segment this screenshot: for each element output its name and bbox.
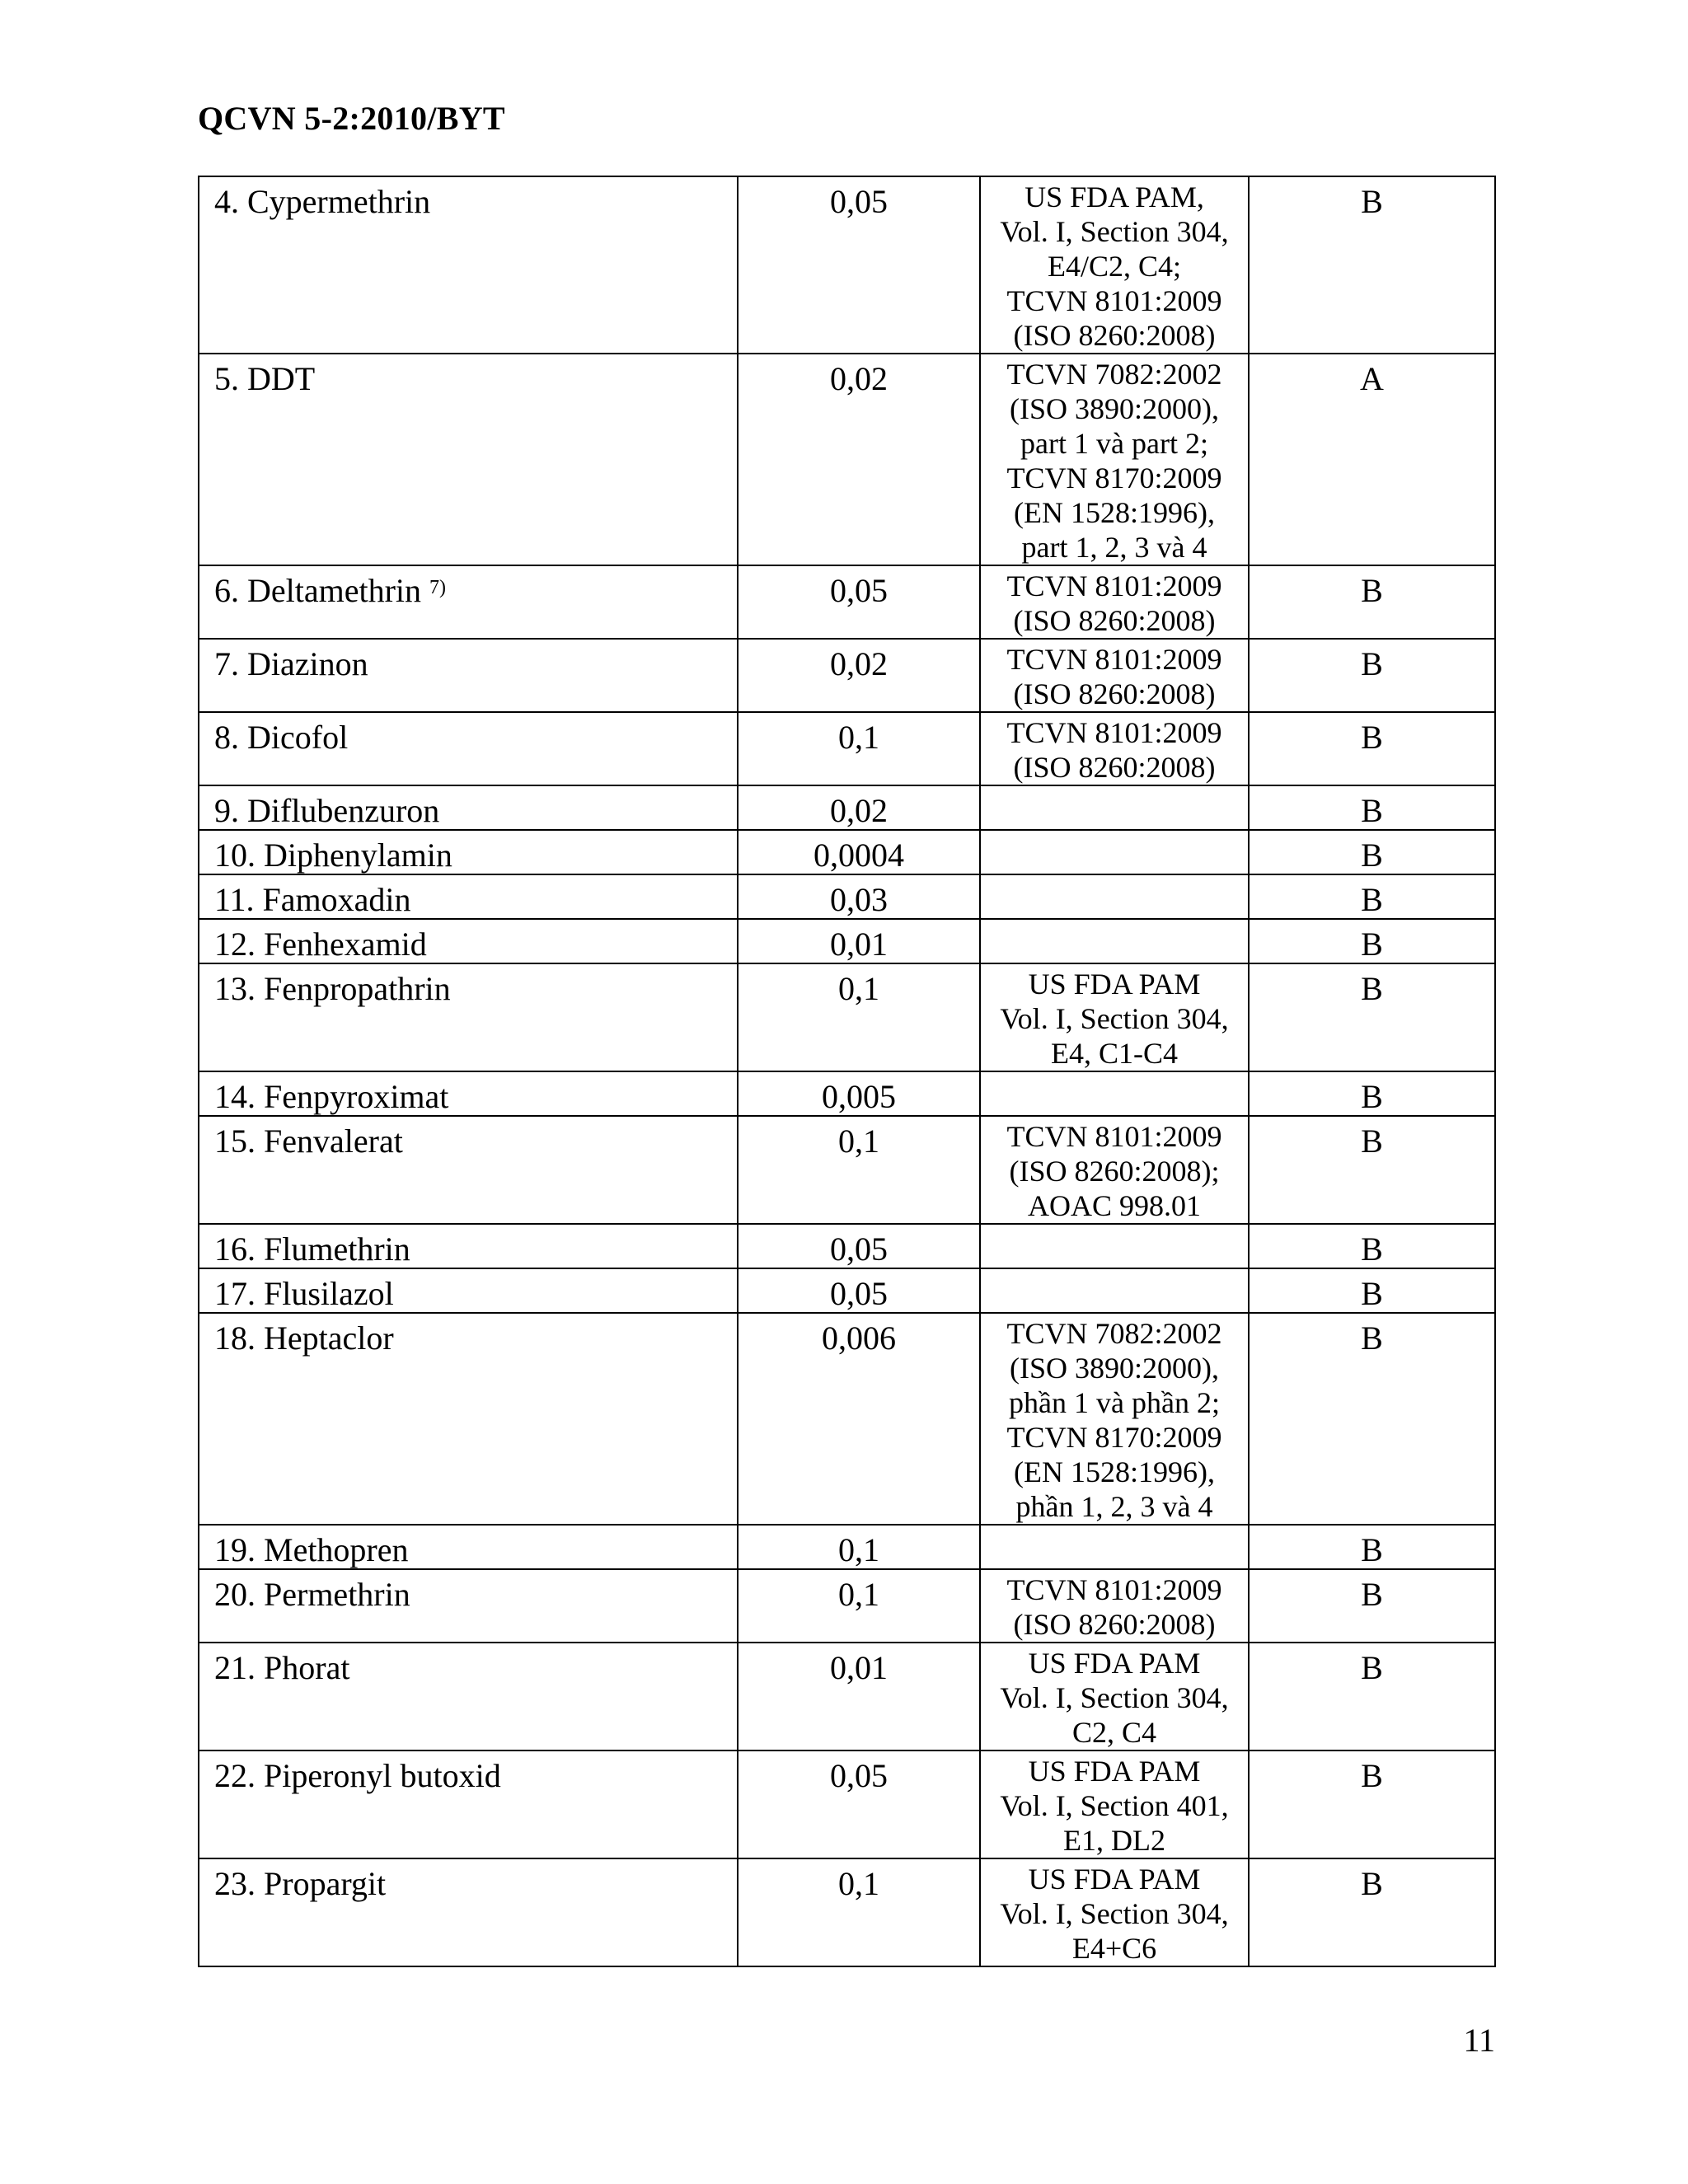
classification-cell: B xyxy=(1249,712,1495,785)
substance-name-cell xyxy=(199,354,738,565)
substance-name: 5. DDT xyxy=(214,360,316,397)
substance-name-cell xyxy=(199,1071,738,1116)
classification-cell: B xyxy=(1249,1525,1495,1569)
max-limit-cell: 0,1 xyxy=(738,1525,980,1569)
table-row xyxy=(199,1569,1495,1643)
classification-cell: B xyxy=(1249,1750,1495,1858)
substance-name: 22. Piperonyl butoxid xyxy=(214,1757,501,1794)
test-method-line: AOAC 998.01 xyxy=(1027,1189,1201,1222)
classification-cell: B xyxy=(1249,963,1495,1071)
test-method-line: (ISO 3890:2000), xyxy=(1010,1352,1219,1385)
document-header: QCVN 5-2:2010/BYT xyxy=(198,100,505,137)
test-method-cell xyxy=(980,1268,1249,1313)
classification-cell: B xyxy=(1249,1313,1495,1525)
substance-name: 11. Famoxadin xyxy=(214,881,411,918)
test-method-line: C2, C4 xyxy=(1071,1716,1157,1749)
table-row xyxy=(199,874,1495,919)
substance-name-cell xyxy=(199,919,738,963)
classification-cell: B xyxy=(1249,919,1495,963)
test-method-cell xyxy=(980,1224,1249,1268)
max-limit-cell: 0,1 xyxy=(738,963,980,1071)
table-row xyxy=(199,1750,1495,1858)
table-row xyxy=(199,1313,1495,1525)
test-method-line: US FDA PAM xyxy=(1028,1755,1201,1788)
classification-cell: B xyxy=(1249,1268,1495,1313)
classification-cell: B xyxy=(1249,1071,1495,1116)
table-row xyxy=(199,919,1495,963)
test-method-cell xyxy=(980,963,1249,1071)
table-body xyxy=(199,176,1495,1966)
test-method-line: US FDA PAM xyxy=(1028,1863,1201,1896)
classification-cell: B xyxy=(1249,874,1495,919)
test-method-line: (ISO 8260:2008) xyxy=(1013,751,1216,784)
substance-name: 14. Fenpyroximat xyxy=(214,1078,449,1115)
test-method-line: (ISO 8260:2008); xyxy=(1009,1155,1220,1188)
classification-cell: B xyxy=(1249,1643,1495,1750)
test-method-line: TCVN 8101:2009 xyxy=(1006,1120,1222,1153)
test-method-line: phần 1, 2, 3 và 4 xyxy=(1015,1490,1213,1523)
test-method-line: US FDA PAM xyxy=(1028,1647,1201,1680)
test-method-cell xyxy=(980,1071,1249,1116)
substance-name-cell xyxy=(199,1858,738,1966)
substance-name: 13. Fenpropathrin xyxy=(214,970,451,1007)
substance-name: 16. Flumethrin xyxy=(214,1230,410,1268)
substance-name: 10. Diphenylamin xyxy=(214,837,452,874)
table-row xyxy=(199,712,1495,785)
substance-name: 18. Heptaclor xyxy=(214,1319,394,1357)
test-method-line: (ISO 8260:2008) xyxy=(1013,604,1216,637)
substance-name-cell xyxy=(199,1313,738,1525)
pesticide-limits-table xyxy=(198,176,1496,1967)
substance-name-cell xyxy=(199,874,738,919)
table-row xyxy=(199,1643,1495,1750)
classification-cell: B xyxy=(1249,1858,1495,1966)
test-method-cell xyxy=(980,565,1249,639)
classification-cell: B xyxy=(1249,565,1495,639)
substance-name-cell xyxy=(199,1569,738,1643)
substance-name-cell xyxy=(199,712,738,785)
test-method-line: Vol. I, Section 304, xyxy=(1000,215,1229,248)
test-method-line: TCVN 8101:2009 xyxy=(1006,569,1222,602)
test-method-cell xyxy=(980,712,1249,785)
test-method-cell xyxy=(980,1750,1249,1858)
test-method-line: (ISO 8260:2008) xyxy=(1013,1608,1216,1641)
max-limit-cell: 0,05 xyxy=(738,1750,980,1858)
max-limit-cell: 0,02 xyxy=(738,785,980,830)
substance-name: 21. Phorat xyxy=(214,1649,350,1686)
test-method-line: part 1 và part 2; xyxy=(1020,427,1208,460)
test-method-line: US FDA PAM xyxy=(1028,968,1201,1001)
test-method-cell xyxy=(980,1525,1249,1569)
max-limit-cell: 0,1 xyxy=(738,1569,980,1643)
substance-name: 9. Diflubenzuron xyxy=(214,792,440,829)
test-method-line: Vol. I, Section 304, xyxy=(1000,1897,1229,1930)
test-method-line: Vol. I, Section 304, xyxy=(1000,1681,1229,1714)
classification-cell: B xyxy=(1249,830,1495,874)
substance-name-cell xyxy=(199,1116,738,1224)
classification-cell: B xyxy=(1249,785,1495,830)
test-method-line: (ISO 8260:2008) xyxy=(1013,319,1216,352)
max-limit-cell: 0,05 xyxy=(738,176,980,354)
substance-name-cell xyxy=(199,1643,738,1750)
substance-name-cell xyxy=(199,830,738,874)
classification-cell: B xyxy=(1249,639,1495,712)
test-method-cell xyxy=(980,176,1249,354)
test-method-line: TCVN 7082:2002 xyxy=(1006,1317,1222,1350)
page-number: 11 xyxy=(1463,2022,1495,2059)
test-method-line: (EN 1528:1996), xyxy=(1014,1455,1215,1488)
test-method-line: (ISO 3890:2000), xyxy=(1010,392,1219,425)
max-limit-cell: 0,1 xyxy=(738,1858,980,1966)
max-limit-cell: 0,01 xyxy=(738,1643,980,1750)
max-limit-cell: 0,01 xyxy=(738,919,980,963)
table-row xyxy=(199,963,1495,1071)
classification-cell: B xyxy=(1249,1116,1495,1224)
test-method-line: US FDA PAM, xyxy=(1025,180,1204,213)
substance-name-cell xyxy=(199,565,738,639)
test-method-line: TCVN 8101:2009 xyxy=(1006,1573,1222,1606)
test-method-line: TCVN 7082:2002 xyxy=(1006,358,1222,391)
max-limit-cell: 0,05 xyxy=(738,1224,980,1268)
max-limit-cell: 0,1 xyxy=(738,1116,980,1224)
test-method-cell xyxy=(980,919,1249,963)
max-limit-cell: 0,005 xyxy=(738,1071,980,1116)
substance-name: 19. Methopren xyxy=(214,1531,409,1568)
test-method-cell xyxy=(980,785,1249,830)
substance-name-cell xyxy=(199,1268,738,1313)
test-method-line: TCVN 8101:2009 xyxy=(1006,716,1222,749)
substance-name-cell xyxy=(199,1224,738,1268)
test-method-cell xyxy=(980,830,1249,874)
test-method-line: E1, DL2 xyxy=(1063,1824,1165,1857)
table-row xyxy=(199,785,1495,830)
table-row xyxy=(199,1116,1495,1224)
test-method-line: TCVN 8170:2009 xyxy=(1006,1421,1222,1454)
classification-cell: B xyxy=(1249,176,1495,354)
test-method-line: phần 1 và phần 2; xyxy=(1009,1386,1220,1419)
max-limit-cell: 0,02 xyxy=(738,354,980,565)
test-method-line: Vol. I, Section 401, xyxy=(1000,1789,1229,1822)
test-method-cell xyxy=(980,1116,1249,1224)
max-limit-cell: 0,05 xyxy=(738,1268,980,1313)
substance-name: 20. Permethrin xyxy=(214,1576,410,1613)
substance-name: 7. Diazinon xyxy=(214,645,368,682)
substance-name-cell xyxy=(199,639,738,712)
footnote-marker: 7) xyxy=(429,577,447,598)
test-method-line: E4+C6 xyxy=(1071,1932,1157,1965)
table-row xyxy=(199,830,1495,874)
classification-cell: A xyxy=(1249,354,1495,565)
table-row xyxy=(199,1268,1495,1313)
test-method-cell xyxy=(980,1569,1249,1643)
table-row xyxy=(199,354,1495,565)
substance-name-cell xyxy=(199,963,738,1071)
test-method-cell xyxy=(980,874,1249,919)
substance-name-cell xyxy=(199,1525,738,1569)
test-method-line: TCVN 8101:2009 xyxy=(1006,284,1222,317)
table-row xyxy=(199,176,1495,354)
test-method-cell xyxy=(980,1313,1249,1525)
test-method-line: (ISO 8260:2008) xyxy=(1013,677,1216,710)
test-method-line: TCVN 8101:2009 xyxy=(1006,643,1222,676)
table-row xyxy=(199,565,1495,639)
test-method-line: E4/C2, C4; xyxy=(1047,250,1182,283)
max-limit-cell: 0,05 xyxy=(738,565,980,639)
table-row xyxy=(199,639,1495,712)
substance-name: 12. Fenhexamid xyxy=(214,926,427,963)
substance-name-cell xyxy=(199,785,738,830)
table-row xyxy=(199,1224,1495,1268)
test-method-line: (EN 1528:1996), xyxy=(1014,496,1215,529)
substance-name: 6. Deltamethrin xyxy=(214,572,422,609)
table-row xyxy=(199,1071,1495,1116)
test-method-line: TCVN 8170:2009 xyxy=(1006,462,1222,494)
test-method-cell xyxy=(980,1858,1249,1966)
substance-name: 8. Dicofol xyxy=(214,719,349,756)
max-limit-cell: 0,03 xyxy=(738,874,980,919)
max-limit-cell: 0,02 xyxy=(738,639,980,712)
test-method-cell xyxy=(980,354,1249,565)
classification-cell: B xyxy=(1249,1569,1495,1643)
table-row xyxy=(199,1858,1495,1966)
substance-name-cell xyxy=(199,176,738,354)
max-limit-cell: 0,0004 xyxy=(738,830,980,874)
substance-name-cell xyxy=(199,1750,738,1858)
max-limit-cell: 0,1 xyxy=(738,712,980,785)
substance-name: 4. Cypermethrin xyxy=(214,183,431,220)
substance-name: 23. Propargit xyxy=(214,1865,387,1902)
max-limit-cell: 0,006 xyxy=(738,1313,980,1525)
test-method-line: Vol. I, Section 304, xyxy=(1000,1002,1229,1035)
table-row xyxy=(199,1525,1495,1569)
test-method-line: E4, C1-C4 xyxy=(1050,1037,1178,1070)
test-method-cell xyxy=(980,639,1249,712)
classification-cell: B xyxy=(1249,1224,1495,1268)
substance-name: 17. Flusilazol xyxy=(214,1275,394,1312)
test-method-cell xyxy=(980,1643,1249,1750)
substance-name: 15. Fenvalerat xyxy=(214,1122,403,1160)
test-method-line: part 1, 2, 3 và 4 xyxy=(1021,531,1207,564)
